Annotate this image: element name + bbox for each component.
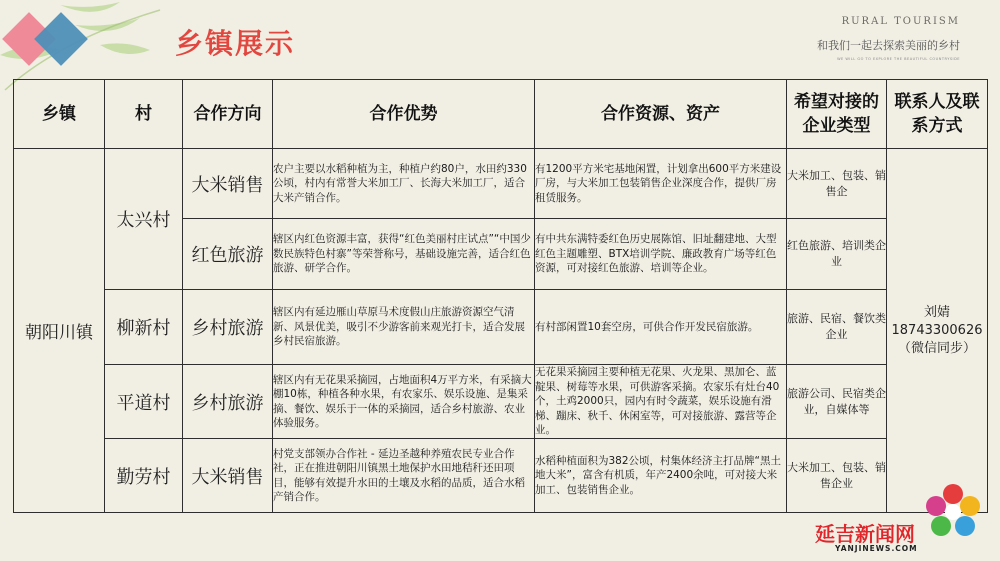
- contact-phone: 18743300626: [891, 322, 983, 338]
- village-pingdao: 平道村: [105, 365, 183, 439]
- town-cooperation-table: [13, 79, 988, 513]
- contact-note: （微信同步）: [897, 340, 976, 356]
- direction-cell: 大米销售: [183, 439, 273, 513]
- header-village: 村: [105, 80, 183, 149]
- header-contact: 联系人及联系方式: [887, 80, 988, 149]
- header-advantage: 合作优势: [273, 80, 535, 149]
- brand-small-text: WE WILL GO TO EXPLORE THE BEAUTIFUL COUNTRYSIDE: [837, 57, 960, 61]
- direction-cell: 大米销售: [183, 149, 273, 219]
- table-header-row: [14, 80, 988, 149]
- yanji-news-logo[interactable]: [815, 480, 995, 560]
- resources-cell: 水稻种植面积为382公顷，村集体经济主打品牌“黑土地大米”，富含有机质，年产2400余吨，可对接大米加工、包装销售企业。: [535, 439, 787, 513]
- direction-cell: 乡村旅游: [183, 365, 273, 439]
- enterprise-cell: 旅游公司、民宿类企业，自媒体等: [787, 365, 887, 439]
- rural-tourism-brand: [817, 16, 960, 61]
- page-title: 乡镇展示: [175, 27, 296, 60]
- direction-cell: 乡村旅游: [183, 290, 273, 365]
- logo-english-text: YANJINEWS.COM: [835, 544, 918, 553]
- header-direction: 合作方向: [183, 80, 273, 149]
- contact-cell: [887, 149, 988, 513]
- logo-chinese-text: 延吉新闻网: [815, 522, 915, 546]
- brand-english: RURAL TOURISM: [841, 16, 960, 27]
- advantage-cell: 辖区内红色资源丰富，获得“红色美丽村庄试点”“中国少数民族特色村寨”等荣誉称号，基础设施完善，适合红色旅游、研学合作。: [273, 219, 535, 290]
- header-resources: 合作资源、资产: [535, 80, 787, 149]
- advantage-cell: 辖区内有延边雁山草原马术度假山庄旅游资源空气清新、风景优美，吸引不少游客前来观光打卡，适合发展乡村民宿旅游。: [273, 290, 535, 365]
- table-row: [14, 290, 988, 365]
- flower-logo-icon: [923, 482, 983, 542]
- advantage-cell: 村党支部领办合作社 - 延边圣越种养殖农民专业合作社，正在推进朝阳川镇黑土地保护水田地秸秆还田项目，能够有效提升水田的土壤及水稻的品质，适合水稻产销合作。: [273, 439, 535, 513]
- header-enterprise: 希望对接的企业类型: [787, 80, 887, 149]
- direction-cell: 红色旅游: [183, 219, 273, 290]
- table-row: [14, 149, 988, 219]
- resources-cell: 有中共东满特委红色历史展陈馆、旧址翻建地、大型红色主题雕塑、BTX培训学院、廉政教育广场等红色资源，可对接红色旅游、培训等企业。: [535, 219, 787, 290]
- enterprise-cell: 大米加工、包装、销售企: [787, 149, 887, 219]
- enterprise-cell: 大米加工、包装、销售企业: [787, 439, 887, 513]
- resources-cell: 有村部闲置10套空房，可供合作开发民宿旅游。: [535, 290, 787, 365]
- enterprise-cell: 红色旅游、培训类企业: [787, 219, 887, 290]
- table-row: [14, 365, 988, 439]
- advantage-cell: 辖区内有无花果采摘园，占地面积4万平方米，有采摘大棚10栋，种植各种水果，有农家乐、娱乐设施、是集采摘、餐饮、娱乐于一体的采摘园，适合乡村旅游、农业体验服务。: [273, 365, 535, 439]
- resources-cell: 有1200平方米宅基地闲置，计划拿出600平方米建设厂房，与大米加工包装销售企业深度合作，提供厂房租赁服务。: [535, 149, 787, 219]
- village-liuxin: 柳新村: [105, 290, 183, 365]
- advantage-cell: 农户主要以水稻种植为主，种植户约80户，水田约330公顷，村内有常誉大米加工厂、长海大米加工厂，适合大米产销合作。: [273, 149, 535, 219]
- brand-chinese: 和我们一起去探索美丽的乡村: [817, 39, 960, 52]
- village-qinlao: 勤劳村: [105, 439, 183, 513]
- header-town: 乡镇: [14, 80, 105, 149]
- town-cell: 朝阳川镇: [14, 149, 105, 513]
- resources-cell: 无花果采摘园主要种植无花果、火龙果、黑加仑、蓝靛果、树莓等水果，可供游客采摘。农家乐有灶台40个，土鸡2000只，园内有时令蔬菜，娱乐设施有滑梯、蹦床、秋千、休闲室等，可对接旅游、露营等企业。: [535, 365, 787, 439]
- enterprise-cell: 旅游、民宿、餐饮类企业: [787, 290, 887, 365]
- village-taixing: 太兴村: [105, 149, 183, 290]
- contact-name: 刘婧: [923, 304, 950, 320]
